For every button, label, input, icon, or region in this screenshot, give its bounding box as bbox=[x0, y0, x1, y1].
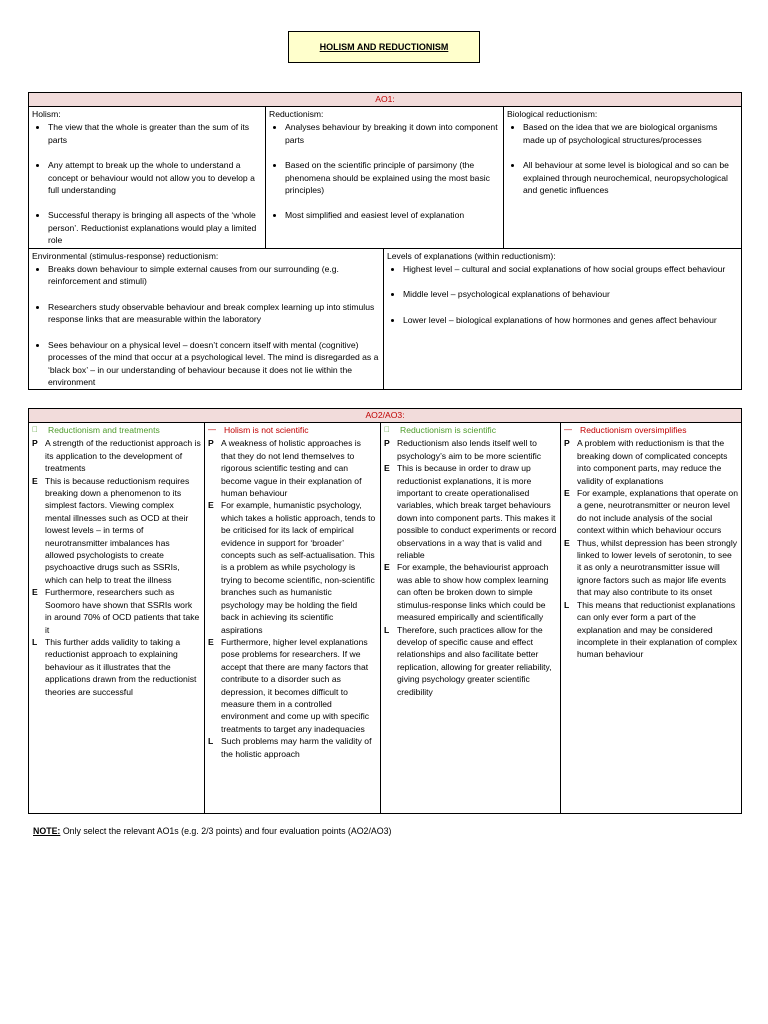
pel-point bbox=[384, 437, 557, 462]
reductionism-cell bbox=[266, 107, 504, 249]
ao1-heading: AO1: bbox=[29, 93, 742, 107]
pel-key: P bbox=[32, 438, 38, 449]
ao2-heading: AO2/AO3: bbox=[29, 409, 742, 423]
evaluation-column bbox=[29, 423, 205, 814]
list-item: • Breaks down behaviour to simple external causes from our surrounding (e.g. reinforcement and stimuli) bbox=[48, 263, 380, 288]
pel-point bbox=[208, 437, 377, 499]
pel-point bbox=[32, 636, 201, 698]
reductionism-title: Reductionism: bbox=[269, 109, 324, 119]
minus-icon: — bbox=[564, 425, 572, 434]
levels-title: Levels of explanations (within reductionism): bbox=[387, 250, 556, 261]
pel-key: P bbox=[384, 438, 390, 449]
pel-text: Such problems may harm the validity of the holistic approach bbox=[221, 736, 372, 759]
holism-title: Holism: bbox=[32, 109, 61, 119]
environmental-list bbox=[32, 263, 380, 388]
page-title: HOLISM AND REDUCTIONISM bbox=[288, 31, 480, 63]
evaluation-row bbox=[29, 423, 742, 814]
list-item: • The view that the whole is greater than the sum of its parts bbox=[48, 121, 262, 146]
note-text: Only select the relevant AO1s (e.g. 2/3 points) and four evaluation points (AO2/AO3) bbox=[60, 826, 392, 836]
pel-point bbox=[564, 487, 738, 537]
evaluation-title bbox=[32, 424, 201, 436]
note bbox=[33, 826, 391, 836]
pel-text: Thus, whilst depression has been strongly linked to lower levels of serotonin, to see it as only a neurotransmitter issue will ignore factors such as major life events that may also contribute to its onset bbox=[577, 537, 738, 598]
pel-key: E bbox=[32, 475, 38, 486]
pel-key: E bbox=[564, 537, 570, 548]
list-item: • Based on the scientific principle of parsimony (the phenomena should be explained using the most basic principles) bbox=[285, 159, 500, 196]
levels-list bbox=[387, 263, 738, 326]
list-item: • Most simplified and easiest level of explanation bbox=[285, 209, 500, 221]
holism-list bbox=[32, 121, 262, 246]
reductionism-list bbox=[269, 121, 500, 221]
list-item: • Middle level – psychological explanations of behaviour bbox=[403, 288, 738, 300]
list-item: • Sees behaviour on a physical level – doesn’t concern itself with mental (cognitive) processes of the mind that occur at a psychological level. The mind is disregarded as a ‘black box’ – in our understanding of behaviour because it does not lie within the environment bbox=[48, 339, 380, 389]
pel-text: This is because in order to draw up reductionist explanations, it is more important to create operationalised variables, which break target behaviours down into component parts. This makes it possible to conduct experiments or record observations in a way that is valid and reliable bbox=[397, 463, 557, 561]
pel-key: P bbox=[208, 438, 214, 449]
environmental-title: Environmental (stimulus-response) reductionism: bbox=[32, 250, 219, 261]
biological-title: Biological reductionism: bbox=[507, 109, 598, 119]
evaluation-title bbox=[384, 424, 557, 436]
pel-text: For example, humanistic psychology, which takes a holistic approach, tends to be criticised for its lack of empirical evidence in support for ‘broader’ concepts such as self-actualisation. This is a problem as while psychology is trying to become scientific, non-scientific branches such as humanistic psychology may be holding the field back in achieving its scientific aspirations bbox=[221, 500, 376, 635]
pel-text: A strength of the reductionist approach is its application to the development of treatments bbox=[45, 438, 201, 474]
pel-point bbox=[32, 475, 201, 587]
pel-point bbox=[208, 499, 377, 635]
evaluation-title-text: Holism is not scientific bbox=[224, 425, 309, 435]
ao2-table bbox=[28, 408, 742, 814]
list-item: • Researchers study observable behaviour and break complex learning up into stimulus response links that are measurable within the laboratory bbox=[48, 301, 380, 326]
biological-list bbox=[507, 121, 738, 196]
environmental-cell bbox=[29, 248, 384, 390]
evaluation-title-text: Reductionism is scientific bbox=[400, 425, 496, 435]
pel-key: E bbox=[32, 587, 38, 598]
levels-cell bbox=[384, 248, 742, 390]
pel-text: Furthermore, higher level explanations pose problems for researchers. If we accept that there are many factors that contribute to a disorder such as depression, it becomes difficult to measure them in a controlled environment and come up with specific treatments to target any inadequacies bbox=[221, 636, 370, 734]
pel-key: E bbox=[384, 463, 390, 474]
pel-key: L bbox=[32, 636, 38, 647]
evaluation-title bbox=[564, 424, 738, 436]
pel-point bbox=[384, 561, 557, 623]
list-item: • Based on the idea that we are biological organisms made up of psychological structures/processes bbox=[523, 121, 738, 146]
pel-point bbox=[564, 437, 738, 487]
evaluation-column bbox=[205, 423, 381, 814]
pel-key: L bbox=[384, 624, 390, 635]
list-item: • Successful therapy is bringing all aspects of the ‘whole person’. Reductionist explanations would play a limited role bbox=[48, 209, 262, 246]
pel-key: E bbox=[384, 562, 390, 573]
biological-cell bbox=[504, 107, 742, 249]
evaluation-title bbox=[208, 424, 377, 436]
pel-key: P bbox=[564, 438, 570, 449]
list-item: • All behaviour at some level is biological and so can be explained through neurochemical, neuropsychological and genetic influences bbox=[523, 159, 738, 196]
pel-key: L bbox=[208, 736, 214, 747]
pel-point bbox=[564, 599, 738, 661]
evaluation-column bbox=[381, 423, 561, 814]
minus-icon: — bbox=[208, 425, 216, 434]
pel-text: A weakness of holistic approaches is that they do not lend themselves to rigorous scientific testing and can become vague in their explanation of human behaviour bbox=[221, 438, 362, 499]
pel-text: Reductionism also lends itself well to psychology’s aim to be more scientific bbox=[397, 438, 542, 461]
pel-key: E bbox=[564, 488, 570, 499]
pel-text: For example, explanations that operate on a gene, neurotransmitter or neuron level do not include analysis of the social context within which behaviour occurs bbox=[577, 488, 738, 536]
pel-key: E bbox=[208, 636, 214, 647]
list-item: • Any attempt to break up the whole to understand a concept or behaviour would not allow you to develop a full understanding bbox=[48, 159, 262, 196]
tick-icon bbox=[32, 424, 42, 436]
pel-point bbox=[32, 586, 201, 636]
pel-text: A problem with reductionism is that the breaking down of complicated concepts into component parts, may reduce the validity of explanations bbox=[577, 438, 728, 486]
evaluation-title-text: Reductionism oversimplifies bbox=[580, 425, 687, 435]
tick-icon bbox=[384, 424, 394, 436]
pel-text: For example, the behaviourist approach was able to show how complex learning can often be broken down to simple stimulus-response links which could be measured empirically and scientifically bbox=[397, 562, 549, 623]
pel-text: This is because reductionism requires breaking down a phenomenon to its simplest factors. Viewing complex mental illnesses such as OCD at their lowest levels – in terms of neurotransmitter imbalances has allowed psychologists to create psychoactive drugs such as SSRIs, which can help to treat the illness bbox=[45, 475, 190, 585]
pel-point bbox=[208, 735, 377, 760]
pel-point bbox=[208, 636, 377, 735]
pel-text: This means that reductionist explanations can only ever form a part of the explanation and may be considered incomplete in their explanation of complex human behaviour bbox=[577, 599, 738, 660]
pel-point bbox=[384, 624, 557, 698]
ao1-table bbox=[28, 92, 742, 390]
pel-text: Furthermore, researchers such as Soomoro have shown that SSRIs work in around 70% of OCD patients that take it bbox=[45, 587, 200, 635]
pel-point bbox=[32, 437, 201, 474]
pel-key: L bbox=[564, 599, 570, 610]
list-item: • Highest level – cultural and social explanations of how social groups effect behaviour bbox=[403, 263, 738, 275]
evaluation-column bbox=[561, 423, 742, 814]
pel-key: E bbox=[208, 500, 214, 511]
pel-point bbox=[564, 537, 738, 599]
list-item: • Analyses behaviour by breaking it down into component parts bbox=[285, 121, 500, 146]
list-item: • Lower level – biological explanations of how hormones and genes affect behaviour bbox=[403, 314, 738, 326]
holism-cell bbox=[29, 107, 266, 249]
note-label: NOTE: bbox=[33, 826, 61, 836]
pel-point bbox=[384, 462, 557, 561]
pel-text: This further adds validity to taking a reductionist approach to explaining behaviour as it illustrates that the applications drawn from the reductionist theories are successful bbox=[45, 636, 197, 697]
pel-text: Therefore, such practices allow for the develop of specific cause and effect relationships and also facilitate better replication, allowing for greater reliability, giving psychology greater scientific credibility bbox=[397, 624, 552, 697]
evaluation-title-text: Reductionism and treatments bbox=[48, 425, 160, 435]
